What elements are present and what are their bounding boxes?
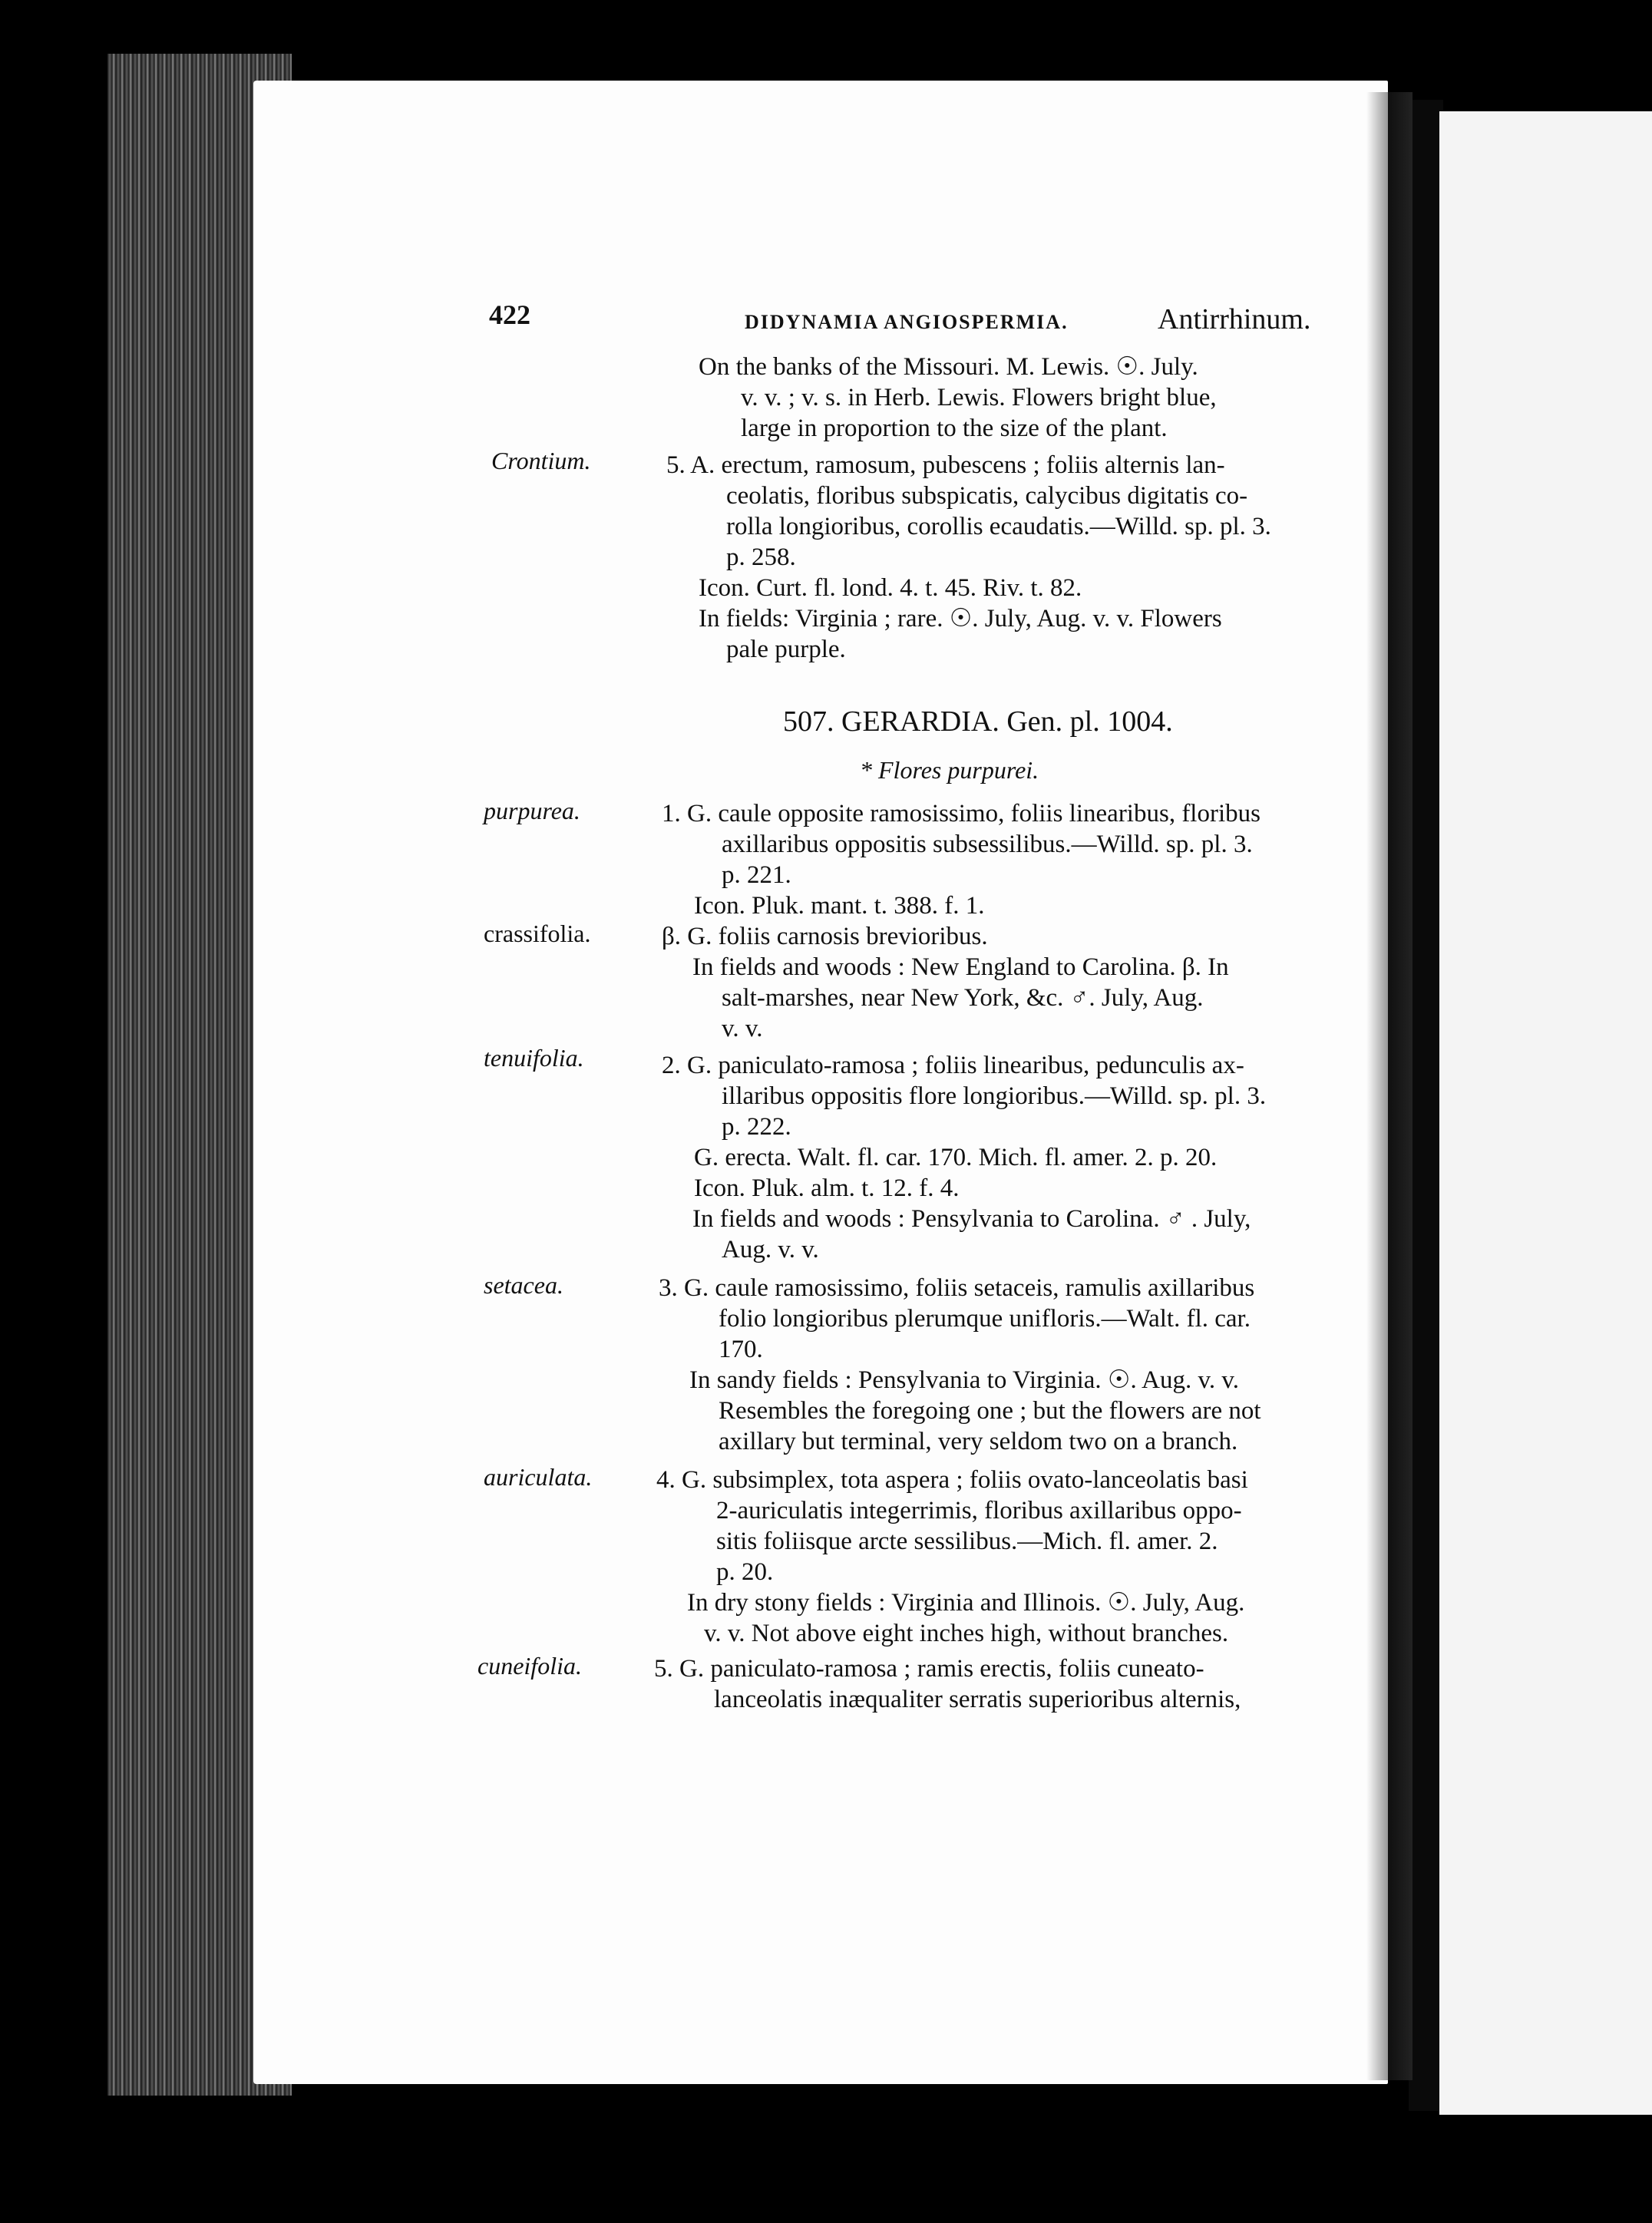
text-line: sitis foliisque arcte sessilibus.—Mich. fl. amer. 2.	[716, 1528, 1218, 1555]
text-line: p. 20.	[716, 1558, 774, 1586]
text-line: lanceolatis inæqualiter serratis superioribus alternis,	[714, 1686, 1241, 1713]
species-entry	[654, 1653, 1360, 1715]
margin-name-crontium: Crontium.	[491, 447, 591, 474]
text-line: v. v.	[722, 1015, 763, 1042]
margin-name-cuneifolia: cuneifolia.	[477, 1652, 582, 1680]
text-line: axillary but terminal, very seldom two on a branch.	[719, 1428, 1238, 1455]
text-line: β. G. foliis carnosis brevioribus.	[662, 923, 988, 950]
next-page	[1439, 111, 1652, 2115]
text-line: Icon. Curt. fl. lond. 4. t. 45. Riv. t. 82.	[699, 574, 1082, 602]
text-line: 1. G. caule opposite ramosissimo, foliis linearibus, floribus	[662, 800, 1260, 827]
text-line: 4. G. subsimplex, tota aspera ; foliis ovato-lanceolatis basi	[656, 1466, 1248, 1494]
text-line: 2. G. paniculato-ramosa ; foliis linearibus, pedunculis ax-	[662, 1052, 1244, 1079]
sub-heading: * Flores purpurei.	[860, 756, 1039, 784]
text-line: In fields and woods : New England to Carolina. β. In	[692, 953, 1229, 981]
text-line: large in proportion to the size of the plant.	[741, 415, 1168, 442]
text-line: In fields and woods : Pensylvania to Carolina. ♂ . July,	[692, 1205, 1251, 1233]
species-entry	[662, 1050, 1368, 1265]
text-line: pale purple.	[726, 636, 846, 663]
text-line: Icon. Pluk. alm. t. 12. f. 4.	[694, 1174, 960, 1202]
text-line: p. 222.	[722, 1113, 791, 1141]
species-entry	[666, 450, 1373, 665]
text-line: In dry stony fields : Virginia and Illinois. ☉. July, Aug.	[687, 1589, 1245, 1617]
continuation-block	[699, 352, 1405, 444]
margin-name-tenuifolia: tenuifolia.	[484, 1044, 584, 1072]
text-line: Resembles the foregoing one ; but the flowers are not	[719, 1397, 1261, 1425]
margin-name-setacea: setacea.	[484, 1271, 563, 1299]
text-line: illaribus oppositis flore longioribus.—Willd. sp. pl. 3.	[722, 1082, 1267, 1110]
running-header-section: DIDYNAMIA ANGIOSPERMIA.	[745, 311, 1069, 333]
text-line: v. v. ; v. s. in Herb. Lewis. Flowers bright blue,	[741, 384, 1217, 411]
margin-name-auriculata: auriculata.	[484, 1463, 593, 1491]
text-line: rolla longioribus, corollis ecaudatis.—Willd. sp. pl. 3.	[726, 513, 1271, 540]
text-line: Aug. v. v.	[722, 1236, 819, 1263]
text-line: axillaribus oppositis subsessilibus.—Willd. sp. pl. 3.	[722, 831, 1253, 858]
text-line: ceolatis, floribus subspicatis, calycibus digitatis co-	[726, 482, 1248, 510]
text-line: 5. A. erectum, ramosum, pubescens ; foliis alternis lan-	[666, 451, 1225, 479]
species-entry	[656, 1465, 1363, 1649]
species-entry	[662, 798, 1368, 921]
text-line: G. erecta. Walt. fl. car. 170. Mich. fl. amer. 2. p. 20.	[694, 1144, 1218, 1171]
margin-name-crassifolia: crassifolia.	[484, 920, 591, 947]
text-line: In sandy fields : Pensylvania to Virginia. ☉. Aug. v. v.	[689, 1366, 1239, 1394]
species-entry	[659, 1273, 1365, 1457]
text-line: 5. G. paniculato-ramosa ; ramis erectis, foliis cuneato-	[654, 1655, 1204, 1683]
text-line: salt-marshes, near New York, &c. ♂. July, Aug.	[722, 984, 1204, 1012]
next-page-gap	[1409, 100, 1443, 2111]
text-line: folio longioribus plerumque unifloris.—Walt. fl. car.	[719, 1305, 1251, 1333]
text-line: v. v. Not above eight inches high, without branches.	[704, 1620, 1229, 1647]
text-line: 170.	[719, 1336, 763, 1363]
genus-heading: 507. GERARDIA. Gen. pl. 1004.	[783, 705, 1173, 738]
text-line: In fields: Virginia ; rare. ☉. July, Aug. v. v. Flowers	[699, 605, 1222, 633]
species-entry	[662, 921, 1368, 1044]
text-line: On the banks of the Missouri. M. Lewis. ☉. July.	[699, 353, 1198, 381]
text-line: Icon. Pluk. mant. t. 388. f. 1.	[694, 892, 985, 920]
text-line: p. 258.	[726, 543, 796, 571]
margin-name-purpurea: purpurea.	[484, 797, 580, 824]
text-line: p. 221.	[722, 861, 791, 889]
page-number: 422	[489, 299, 530, 330]
running-header-genus: Antirrhinum.	[1158, 303, 1311, 335]
text-line: 2-auriculatis integerrimis, floribus axillaribus oppo-	[716, 1497, 1242, 1524]
text-line: 3. G. caule ramosissimo, foliis setaceis, ramulis axillaribus	[659, 1274, 1255, 1302]
